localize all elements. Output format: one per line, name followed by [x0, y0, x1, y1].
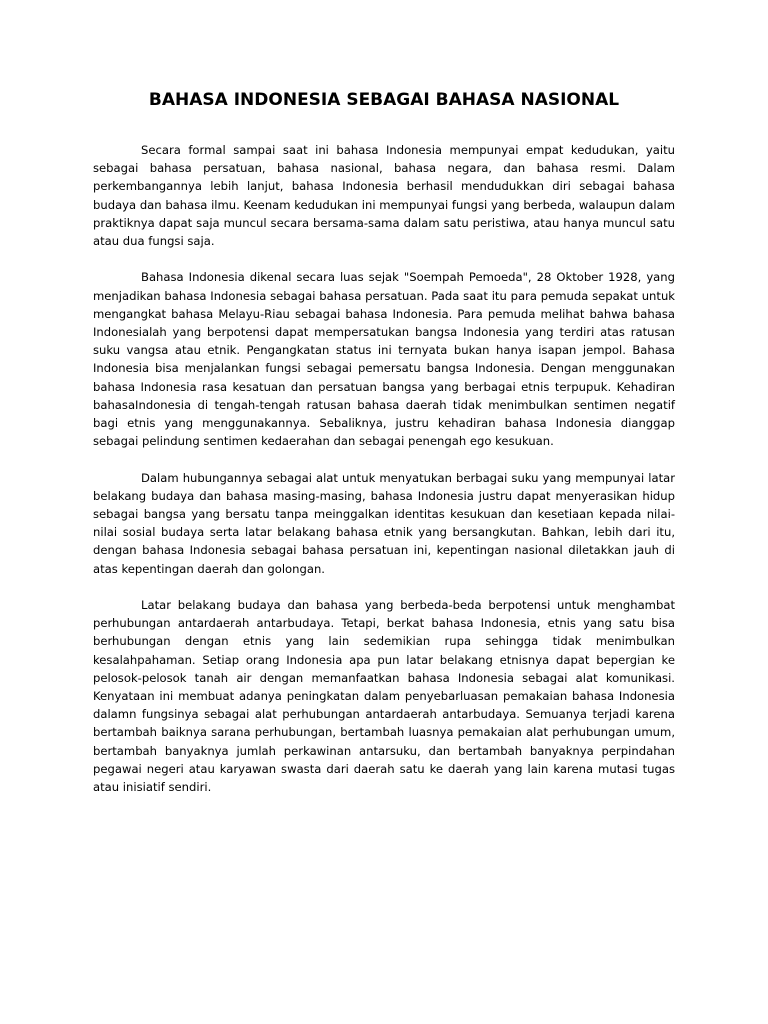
- paragraph-1: Secara formal sampai saat ini bahasa Indonesia mempunyai empat kedudukan, yaitu sebagai bahasa persatuan, bahasa nasional, bahasa negara, dan bahasa resmi. Dalam perkembangannya lebih lanjut, bahasa Indonesia berhasil mendudukkan diri sebagai bahasa budaya dan bahasa ilmu. Keenam kedudukan ini mempunyai fungsi yang berbeda, walaupun dalam praktiknya dapat saja muncul secara bersama-sama dalam satu peristiwa, atau hanya muncul satu atau dua fungsi saja.: [93, 143, 675, 249]
- paragraph-4: Latar belakang budaya dan bahasa yang berbeda-beda berpotensi untuk menghambat perhubungan antardaerah antarbudaya. Tetapi, berkat bahasa Indonesia, etnis yang satu bisa berhubungan dengan etnis yang lain sedemikian rupa sehingga tidak menimbulkan kesalahpahaman. Setiap orang Indonesia apa pun latar belakang etnisnya dapat bepergian ke pelosok-pelosok tanah air dengan memanfaatkan bahasa Indonesia sebagai alat komunikasi. Kenyataan ini membuat adanya peningkatan dalam penyebarluasan pemakaian bahasa Indonesia dalamn fungsinya sebagai alat perhubungan antardaerah antarbudaya. Semuanya terjadi karena bertambah baiknya sarana perhubungan, bertambah luasnya pemakaian alat perhubungan umum, bertambah banyaknya jumlah perkawinan antarsuku, dan bertambah banyaknya perpindahan pegawai negeri atau karyawan swasta dari daerah satu ke daerah yang lain karena mutasi tugas atau inisiatif sendiri.: [93, 598, 675, 795]
- paragraph-2: Bahasa Indonesia dikenal secara luas sejak "Soempah Pemoeda", 28 Oktober 1928, yang menjadikan bahasa Indonesia sebagai bahasa persatuan. Pada saat itu para pemuda sepakat untuk mengangkat bahasa Melayu-Riau sebagai bahasa Indonesia. Para pemuda melihat bahwa bahasa Indonesialah yang berpotensi dapat mempersatukan bangsa Indonesia yang terdiri atas ratusan suku vangsa atau etnik. Pengangkatan status ini ternyata bukan hanya isapan jempol. Bahasa Indonesia bisa menjalankan fungsi sebagai pemersatu bangsa Indonesia. Dengan menggunakan bahasa Indonesia rasa kesatuan dan persatuan bangsa yang berbagai etnis terpupuk. Kehadiran bahasaIndonesia di tengah-tengah ratusan bahasa daerah tidak menimbulkan sentimen negatif bagi etnis yang menggunakannya. Sebaliknya, justru kehadiran bahasa Indonesia dianggap sebagai pelindung sentimen kedaerahan dan sebagai penengah ego kesukuan.: [93, 270, 675, 449]
- document-body: [93, 141, 675, 814]
- document-title: BAHASA INDONESIA SEBAGAI BAHASA NASIONAL: [148, 90, 620, 110]
- paragraph-3: Dalam hubungannya sebagai alat untuk menyatukan berbagai suku yang mempunyai latar belakang budaya dan bahasa masing-masing, bahasa Indonesia justru dapat menyerasikan hidup sebagai bangsa yang bersatu tanpa meinggalkan identitas kesukuan dan kesetiaan kepada nilai-nilai sosial budaya serta latar belakang bahasa etnik yang bersangkutan. Bahkan, lebih dari itu, dengan bahasa Indonesia sebagai bahasa persatuan ini, kepentingan nasional diletakkan jauh di atas kepentingan daerah dan golongan.: [93, 470, 675, 576]
